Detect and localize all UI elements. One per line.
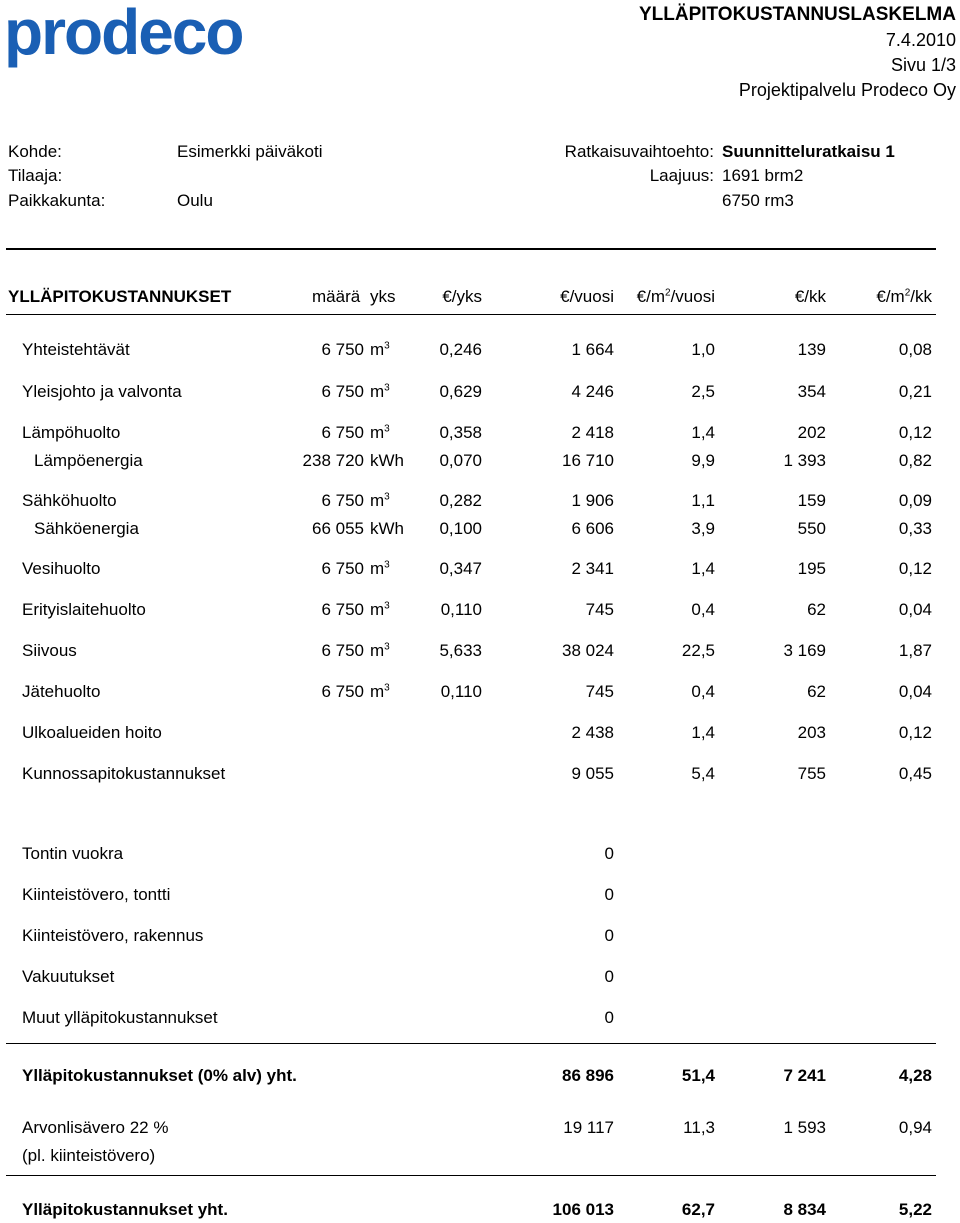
grand-total-per-month: 8 834 [783,1200,826,1219]
row-per-unit: 0,347 [439,559,482,578]
row-per-year: 0 [604,926,614,945]
grand-total-per-m2-year: 62,7 [681,1200,715,1219]
tilaaja-label: Tilaaja: [8,166,63,185]
row-per-m2-month: 0,33 [898,519,932,538]
row-quantity: 6 750 [321,423,364,442]
row-per-unit: 0,282 [439,491,482,510]
row-per-month: 755 [797,764,826,783]
col-header-yks: yks [370,287,396,306]
row-per-m2-month: 0,21 [898,382,932,401]
row-per-m2-year: 1,1 [691,491,715,510]
table-title: YLLÄPITOKUSTANNUKSET [8,287,232,306]
row-per-m2-month: 0,12 [898,559,932,578]
row-name: Siivous [22,641,77,660]
total-excl-vat-per-year: 86 896 [562,1066,614,1085]
row-per-unit: 0,246 [439,340,482,359]
company-name: Projektipalvelu Prodeco Oy [738,80,956,100]
row-per-unit: 5,633 [439,641,482,660]
total-excl-vat-label: Ylläpitokustannukset (0% alv) yht. [22,1066,297,1085]
row-per-year: 1 664 [571,340,614,359]
row-name: Vesihuolto [22,559,101,578]
row-unit: $m^3$ [370,382,390,401]
grand-total-per-m2-month: 5,22 [898,1200,932,1219]
row-per-m2-year: 1,4 [691,423,715,442]
row-quantity: 6 750 [321,491,364,510]
row-per-year: 0 [604,885,614,904]
row-per-year: 2 341 [571,559,614,578]
row-per-month: 1 393 [783,451,826,470]
row-per-month: 3 169 [783,641,826,660]
col-header-per-m2-vuosi: $€/m^2$/vuosi [636,287,715,306]
row-per-m2-month: 0,12 [898,723,932,742]
row-unit: $m^3$ [370,641,390,660]
row-per-year: 1 906 [571,491,614,510]
row-quantity: 66 055 [312,519,364,538]
row-per-m2-month: 0,08 [898,340,932,359]
vat-per-year: 19 117 [563,1118,614,1137]
row-per-m2-month: 0,04 [898,682,932,701]
col-header-per-kk: €/kk [794,287,826,306]
laajuus-value-area: 1691 brm2 [722,166,804,185]
kohde-value: Esimerkki päiväkoti [177,142,323,161]
total-excl-vat-per-month: 7 241 [783,1066,826,1085]
row-per-m2-month: 0,12 [898,423,932,442]
row-unit: $m^3$ [370,559,390,578]
row-quantity: 6 750 [321,340,364,359]
row-per-m2-year: 0,4 [691,600,715,619]
row-unit: $m^3$ [370,340,390,359]
row-unit: $m^3$ [370,682,390,701]
row-per-year: 38 024 [562,641,614,660]
row-per-m2-year: 1,4 [691,559,715,578]
row-per-m2-year: 9,9 [691,451,715,470]
row-per-m2-month: 0,82 [898,451,932,470]
ratkaisu-value: Suunnitteluratkaisu 1 [722,142,895,161]
row-name: Sähköenergia [34,519,139,538]
row-name: Tontin vuokra [22,844,124,863]
document-title: YLLÄPITOKUSTANNUSLASKELMA [638,4,956,25]
col-header-per-m2-kk: $€/m^2/kk$ [876,287,932,306]
page-number: Sivu 1/3 [890,55,956,75]
row-per-m2-month: 0,04 [898,600,932,619]
row-per-m2-month: 0,09 [898,491,932,510]
row-per-year: 2 438 [571,723,614,742]
row-per-year: 0 [604,1008,614,1027]
row-quantity: 238 720 [302,451,364,470]
row-unit: kWh [370,451,404,470]
vat-per-month: 1 593 [783,1118,826,1137]
row-per-year: 2 418 [571,423,614,442]
row-per-m2-year: 3,9 [691,519,715,538]
paikkakunta-label: Paikkakunta: [8,191,106,210]
row-per-month: 195 [797,559,826,578]
row-unit: $m^3$ [370,600,390,619]
row-name: Yleisjohto ja valvonta [22,382,182,401]
row-name: Kiinteistövero, rakennus [22,926,204,945]
laajuus-value-volume: 6750 rm3 [722,191,794,210]
row-name: Lämpöenergia [34,451,143,470]
total-excl-vat-per-m2-year: 51,4 [681,1066,715,1085]
kohde-label: Kohde: [8,142,62,161]
row-quantity: 6 750 [321,682,364,701]
prodeco-logo: prodeco [4,0,243,68]
row-quantity: 6 750 [321,382,364,401]
row-per-unit: 0,629 [439,382,482,401]
row-per-year: 0 [604,967,614,986]
total-excl-vat-per-m2-month: 4,28 [898,1066,932,1085]
vat-per-m2-year: 11,3 [683,1118,715,1137]
row-per-month: 550 [797,519,826,538]
row-name: Kiinteistövero, tontti [22,885,171,904]
row-per-month: 202 [797,423,826,442]
row-per-year: 0 [604,844,614,863]
grand-total-label: Ylläpitokustannukset yht. [22,1200,228,1219]
row-per-m2-year: 1,0 [691,340,715,359]
grand-total-per-year: 106 013 [552,1200,614,1219]
row-per-month: 139 [797,340,826,359]
row-per-year: 9 055 [571,764,614,783]
row-per-year: 6 606 [571,519,614,538]
row-name: Muut ylläpitokustannukset [22,1008,218,1027]
row-per-unit: 0,110 [440,682,482,701]
ratkaisu-label: Ratkaisuvaihtoehto: [564,142,714,161]
row-per-year: 4 246 [571,382,614,401]
row-per-month: 203 [797,723,826,742]
vat-label: Arvonlisävero 22 % [22,1118,169,1137]
row-per-unit: 0,110 [440,600,482,619]
row-per-unit: 0,100 [439,519,482,538]
col-header-maara: määrä [312,287,361,306]
row-per-m2-year: 0,4 [691,682,715,701]
row-name: Ulkoalueiden hoito [22,723,162,742]
row-per-month: 62 [807,682,826,701]
document-date: 7.4.2010 [885,30,956,50]
divider [6,1175,936,1176]
row-per-unit: 0,358 [439,423,482,442]
row-per-month: 62 [807,600,826,619]
row-per-unit: 0,070 [439,451,482,470]
row-per-m2-year: 1,4 [691,723,715,742]
divider [6,314,936,315]
row-per-m2-year: 22,5 [681,641,715,660]
vat-per-m2-month: 0,94 [898,1118,932,1137]
row-name: Erityislaitehuolto [22,600,146,619]
row-name: Kunnossapitokustannukset [22,764,226,783]
row-unit: kWh [370,519,404,538]
divider [6,248,936,250]
row-name: Vakuutukset [22,967,115,986]
col-header-per-vuosi: €/vuosi [560,287,614,306]
row-per-month: 354 [797,382,826,401]
row-per-m2-year: 5,4 [691,764,715,783]
vat-note: (pl. kiinteistövero) [22,1146,156,1165]
paikkakunta-value: Oulu [177,191,213,210]
row-per-m2-month: 1,87 [898,641,932,660]
row-unit: $m^3$ [370,491,390,510]
row-per-year: 745 [585,600,614,619]
row-per-month: 159 [797,491,826,510]
row-per-year: 745 [585,682,614,701]
row-name: Jätehuolto [22,682,101,701]
divider [6,1043,936,1044]
col-header-per-yks: €/yks [442,287,482,306]
row-quantity: 6 750 [321,559,364,578]
row-name: Yhteistehtävät [22,340,130,359]
row-name: Sähköhuolto [22,491,117,510]
row-quantity: 6 750 [321,641,364,660]
laajuus-label: Laajuus: [649,166,714,185]
row-name: Lämpöhuolto [22,423,121,442]
row-per-m2-month: 0,45 [898,764,932,783]
row-unit: $m^3$ [370,423,390,442]
row-quantity: 6 750 [321,600,364,619]
row-per-year: 16 710 [562,451,614,470]
row-per-m2-year: 2,5 [691,382,715,401]
